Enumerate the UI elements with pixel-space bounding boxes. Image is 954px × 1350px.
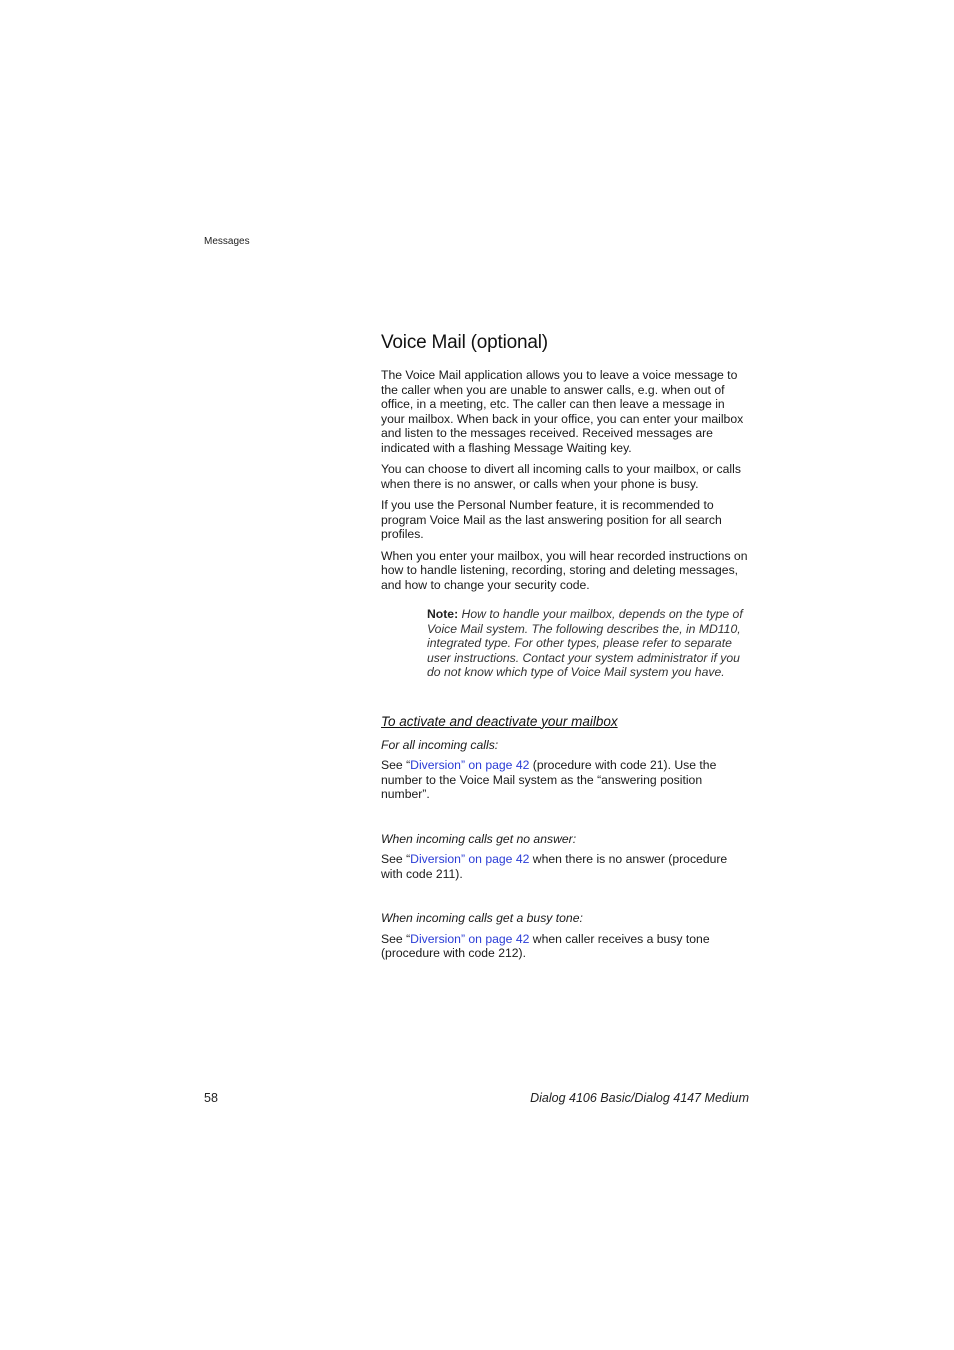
subheading: To activate and deactivate your mailbox [381,713,618,729]
paragraph: You can choose to divert all incoming calls to your mailbox, or calls when there is no answer, or calls when your phone is busy. [381,462,741,491]
case-instruction [381,852,751,881]
case-suffix: when caller receives a busy tone (procedure with code 212). [381,931,710,960]
case-label: When incoming calls get a busy tone: [381,911,583,925]
paragraph: The Voice Mail application allows you to leave a voice message to the caller when you are unable to answer calls, e.g. when out of office, in a meeting, etc. The caller can then leave a message in your mailbox. When back in your office, you can enter your mailbox and listen to the messages received. Received messages are indicated with a flashing Message Waiting key. [381,368,744,455]
note-block [427,607,751,680]
paragraph: If you use the Personal Number feature, it is recommended to program Voice Mail as the last answering position for all search profiles. [381,498,722,541]
note-text: How to handle your mailbox, depends on the type of Voice Mail system. The following describes the, in MD110, integrated type. For other types, please refer to separate user instructions. Contact your system administrator if you do not know which type of Voice Mail system you have. [427,607,743,679]
case-prefix: See “ [381,852,411,866]
document-title: Dialog 4106 Basic/Dialog 4147 Medium [530,1091,749,1105]
case-instruction [381,932,751,961]
section-label: Messages [204,236,250,247]
diversion-link[interactable]: Diversion” on page 42 [410,758,530,772]
page-title: Voice Mail (optional) [381,332,548,353]
diversion-link[interactable]: Diversion” on page 42 [410,852,530,866]
case-label: For all incoming calls: [381,737,499,752]
case-prefix: See “ [381,931,411,946]
main-content [381,332,751,968]
case-suffix: when there is no answer (procedure with code 211). [381,852,728,881]
note-label: Note: [427,607,459,621]
paragraph: When you enter your mailbox, you will hear recorded instructions on how to handle listening, recording, storing and deleting messages, and how to change your security code. [381,548,748,592]
case-prefix: See “ [381,758,411,772]
page-number: 58 [204,1091,218,1105]
diversion-link[interactable]: Diversion” on page 42 [410,931,530,946]
case-instruction [381,758,751,802]
case-label: When incoming calls get no answer: [381,831,577,846]
case-suffix: (procedure with code 21). Use the number to the Voice Mail system as the “answering position number”. [381,758,717,801]
